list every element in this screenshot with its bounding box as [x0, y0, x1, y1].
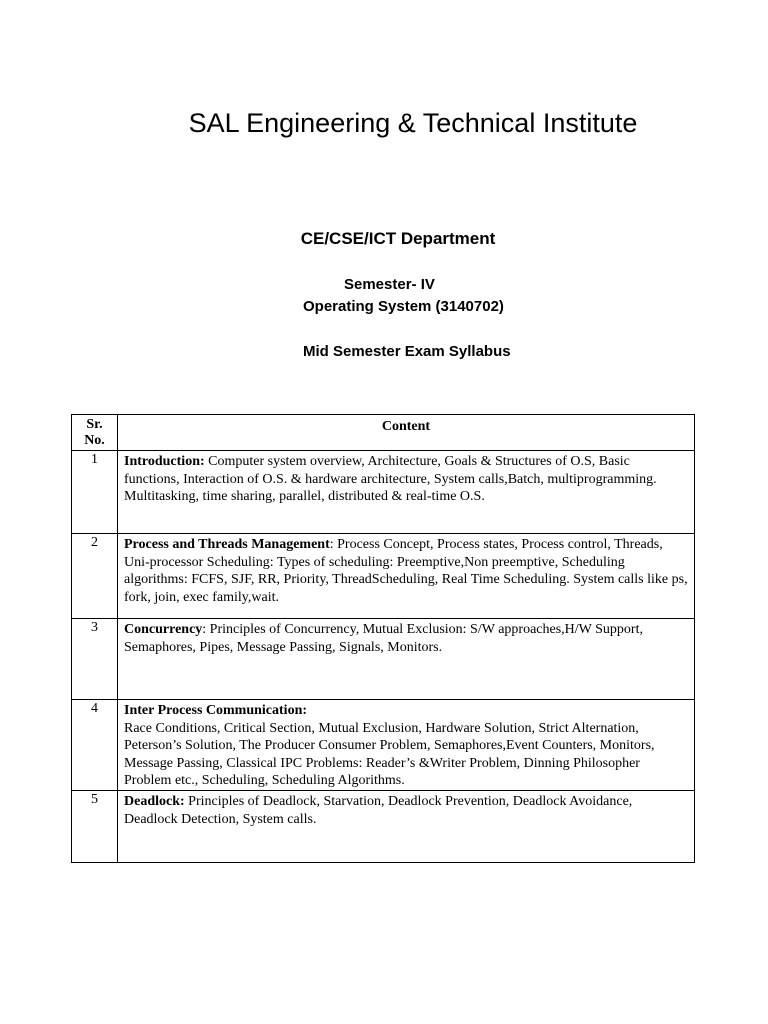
row-content	[118, 534, 695, 619]
row-content	[118, 619, 695, 700]
syllabus-table	[71, 414, 695, 863]
row-text: Race Conditions, Critical Section, Mutual Exclusion, Hardware Solution, Strict Alternation, Peterson’s Solution, The Producer Consumer Problem, Semaphores,Event Counters, Monitors, Message Passing, Classical IPC Problems: Reader’s &Writer Problem, Dinning Philosopher Problem etc., Scheduling, Scheduling Algorithms.	[124, 720, 655, 788]
table-row	[72, 451, 695, 534]
table-row	[72, 619, 695, 700]
header-sr-line1: Sr.	[86, 417, 103, 432]
table-header-row	[72, 415, 695, 451]
row-content	[118, 451, 695, 534]
row-content	[118, 791, 695, 863]
row-heading: Inter Process Communication:	[124, 703, 308, 718]
row-number: 4	[72, 700, 118, 791]
table-row	[72, 534, 695, 619]
row-content	[118, 700, 695, 791]
table-row	[72, 700, 695, 791]
row-number: 1	[72, 451, 118, 534]
row-text: : Principles of Concurrency, Mutual Exclusion: S/W approaches,H/W Support, Semaphores, Pipes, Message Passing, Signals, Monitors.	[124, 622, 643, 655]
semester-label: Semester- IV	[344, 276, 435, 293]
institute-title: SAL Engineering & Technical Institute	[188, 108, 638, 138]
department-heading: CE/CSE/ICT Department	[300, 229, 496, 248]
row-heading: Concurrency	[124, 622, 203, 637]
row-number: 5	[72, 791, 118, 863]
subject-label: Operating System (3140702)	[303, 298, 504, 315]
row-number: 3	[72, 619, 118, 700]
row-text: Principles of Deadlock, Starvation, Deadlock Prevention, Deadlock Avoidance, Deadlock Detection, System calls.	[124, 794, 633, 827]
row-number: 2	[72, 534, 118, 619]
row-heading: Introduction:	[124, 454, 205, 469]
exam-title: Mid Semester Exam Syllabus	[303, 343, 511, 360]
header-sr-line2: No.	[84, 433, 105, 448]
row-heading: Deadlock:	[124, 794, 185, 809]
header-content: Content	[118, 415, 695, 451]
table-row	[72, 791, 695, 863]
row-text: Computer system overview, Architecture, Goals & Structures of O.S, Basic functions, Interaction of O.S. & hardware architecture, System calls,Batch, multiprogramming. Multitasking, time sharing, parallel, distributed & real-time O.S.	[124, 454, 657, 504]
row-text: : Process Concept, Process states, Process control, Threads, Uni-processor Scheduling: Types of scheduling: Preemptive,Non preemptive, Scheduling algorithms: FCFS, SJF, RR, Priority, ThreadScheduling, Real Time Scheduling. System calls like ps, fork, join, exec family,wait.	[124, 537, 688, 605]
row-heading: Process and Threads Management	[124, 537, 330, 552]
header-sr-no	[72, 415, 118, 451]
